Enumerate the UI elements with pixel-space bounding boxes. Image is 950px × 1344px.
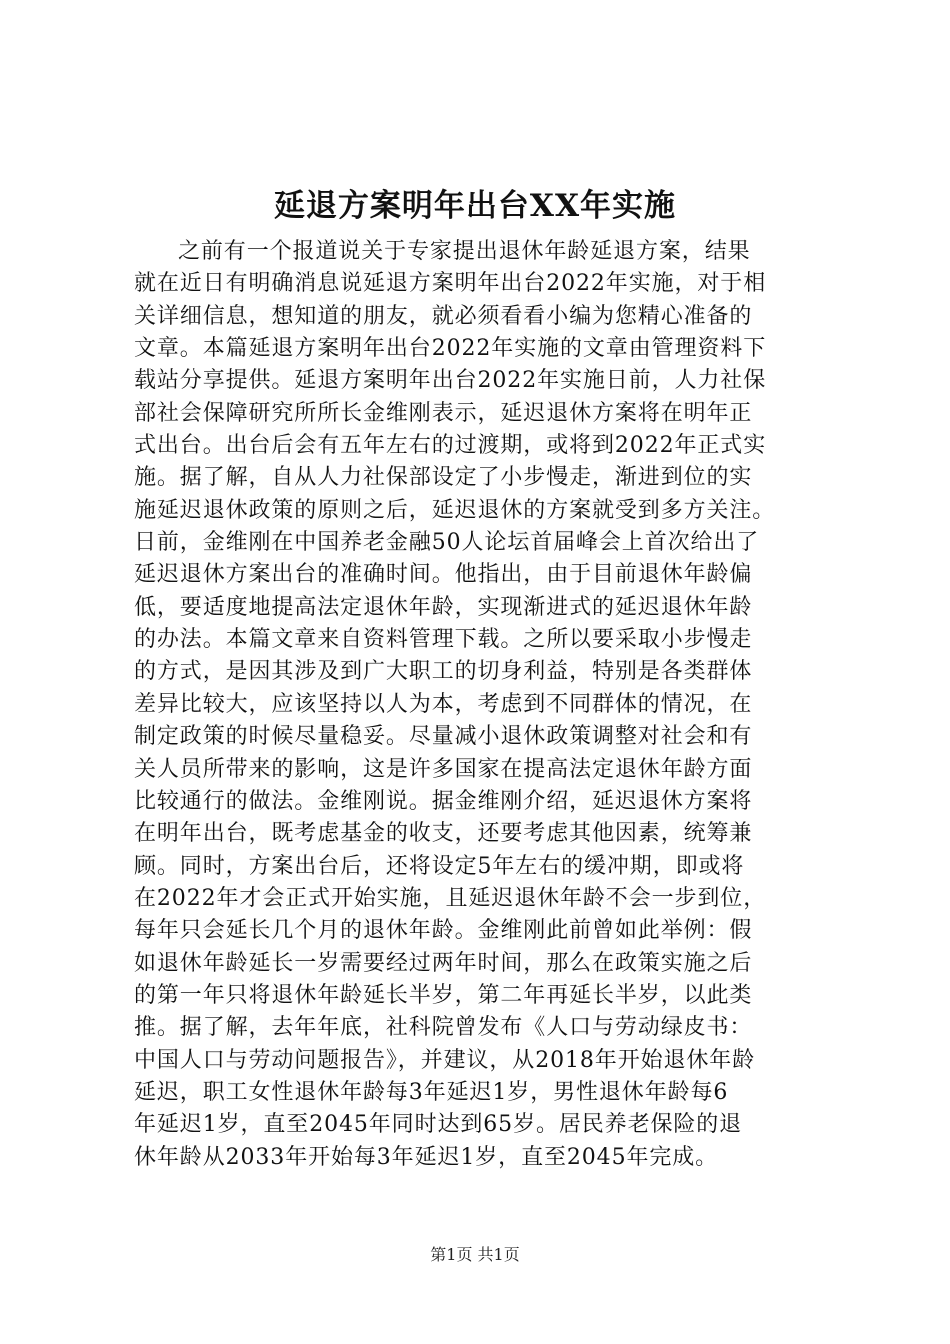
body-line: 部社会保障研究所所长金维刚表示，延迟退休方案将在明年正 [134,400,753,426]
body-line: 就在近日有明确消息说延退方案明年出台2022年实施，对于相 [134,271,767,297]
body-line: 在明年出台，既考虑基金的收支，还要考虑其他因素，统筹兼 [134,821,753,847]
body-line: 的办法。本篇文章来自资料管理下载。之所以要采取小步慢走 [134,627,753,653]
document-body [134,236,834,1174]
body-line: 如退休年龄延长一岁需要经过两年时间，那么在政策实施之后 [134,950,753,976]
body-line: 的方式，是因其涉及到广大职工的切身利益，特别是各类群体 [134,659,753,685]
body-line: 关详细信息，想知道的朋友，就必须看看小编为您精心准备的 [134,303,753,329]
body-line: 年延迟1岁，直至2045年同时达到65岁。居民养老保险的退 [134,1112,743,1138]
body-line: 推。据了解，去年年底，社科院曾发布《人口与劳动绿皮书： [134,1015,753,1041]
body-line: 制定政策的时候尽量稳妥。尽量减小退休政策调整对社会和有 [134,724,753,750]
page-footer: 第1页 共1页 [430,1245,520,1264]
body-line: 低，要适度地提高法定退休年龄，实现渐进式的延迟退休年龄 [134,594,753,620]
body-line: 延迟退休方案出台的准确时间。他指出，由于目前退休年龄偏 [134,562,753,588]
body-line: 施。据了解，自从人力社保部设定了小步慢走，渐进到位的实 [134,465,753,491]
document-title: 延退方案明年出台XX年实施 [273,188,677,224]
body-line: 中国人口与劳动问题报告》，并建议，从2018年开始退休年龄 [134,1047,756,1073]
body-line: 顾。同时，方案出台后，还将设定5年左右的缓冲期，即或将 [134,853,745,879]
body-line: 在2022年才会正式开始实施，且延迟退休年龄不会一步到位， [134,885,767,911]
body-line: 日前，金维刚在中国养老金融50人论坛首届峰会上首次给出了 [134,530,760,556]
body-line: 文章。本篇延退方案明年出台2022年实施的文章由管理资料下 [134,336,767,362]
body-line: 比较通行的做法。金维刚说。据金维刚介绍，延迟退休方案将 [134,788,753,814]
body-line: 关人员所带来的影响，这是许多国家在提高法定退休年龄方面 [134,756,753,782]
body-line: 休年龄从2033年开始每3年延迟1岁，直至2045年完成。 [134,1144,719,1170]
body-line: 差异比较大，应该坚持以人为本，考虑到不同群体的情况，在 [134,691,753,717]
body-line: 施延迟退休政策的原则之后，延迟退休的方案就受到多方关注。 [134,497,776,523]
body-line: 式出台。出台后会有五年左右的过渡期，或将到2022年正式实 [134,433,767,459]
body-line: 每年只会延长几个月的退休年龄。金维刚此前曾如此举例：假 [134,918,753,944]
body-line: 延迟，职工女性退休年龄每3年延迟1岁，男性退休年龄每6 [134,1079,729,1105]
body-line: 载站分享提供。延退方案明年出台2022年实施日前，人力社保 [134,368,767,394]
body-line: 之前有一个报道说关于专家提出退休年龄延退方案，结果 [178,239,751,264]
body-line: 的第一年只将退休年龄延长半岁，第二年再延长半岁，以此类 [134,982,753,1008]
